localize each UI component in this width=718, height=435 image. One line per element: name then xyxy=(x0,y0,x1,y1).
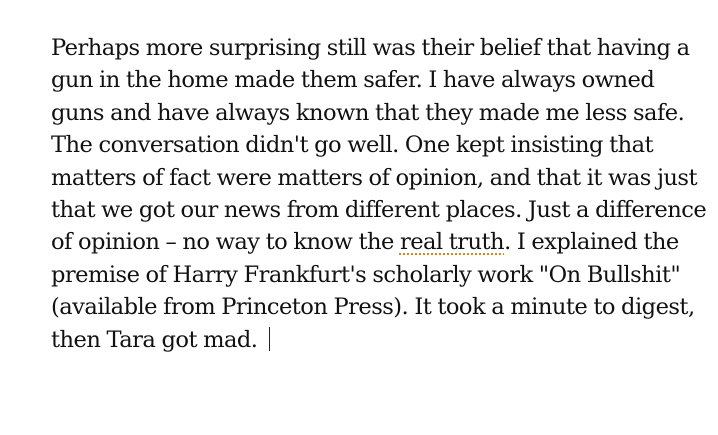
text-cursor xyxy=(269,327,270,351)
text-line: Perhaps more surprising still was their belief that having a xyxy=(51,35,690,61)
text-line: premise of Harry Frankfurt's scholarly work "On Bullshit" xyxy=(51,261,681,288)
text-line xyxy=(51,324,691,356)
text-line xyxy=(51,226,691,258)
text-line-tail: . I explained the xyxy=(504,229,679,256)
text-line-start: of opinion – no way to know the xyxy=(51,229,400,256)
spellcheck-flagged-phrase[interactable]: real truth xyxy=(399,229,505,256)
text-line: The conversation didn't go well. One kept insisting that xyxy=(51,132,654,159)
text-line-final: then Tara got mad. xyxy=(51,326,258,353)
text-line: gun in the home made them safer. I have always owned xyxy=(51,67,655,94)
text-line: (available from Princeton Press). It took a minute to digest, xyxy=(51,294,695,321)
text-line: matters of fact were matters of opinion, and that it was just xyxy=(51,164,697,191)
text-line: that we got our news from different places. Just a difference xyxy=(51,196,707,223)
body-paragraph[interactable] xyxy=(51,32,707,356)
text-line: guns and have always known that they made me less safe. xyxy=(51,99,685,126)
